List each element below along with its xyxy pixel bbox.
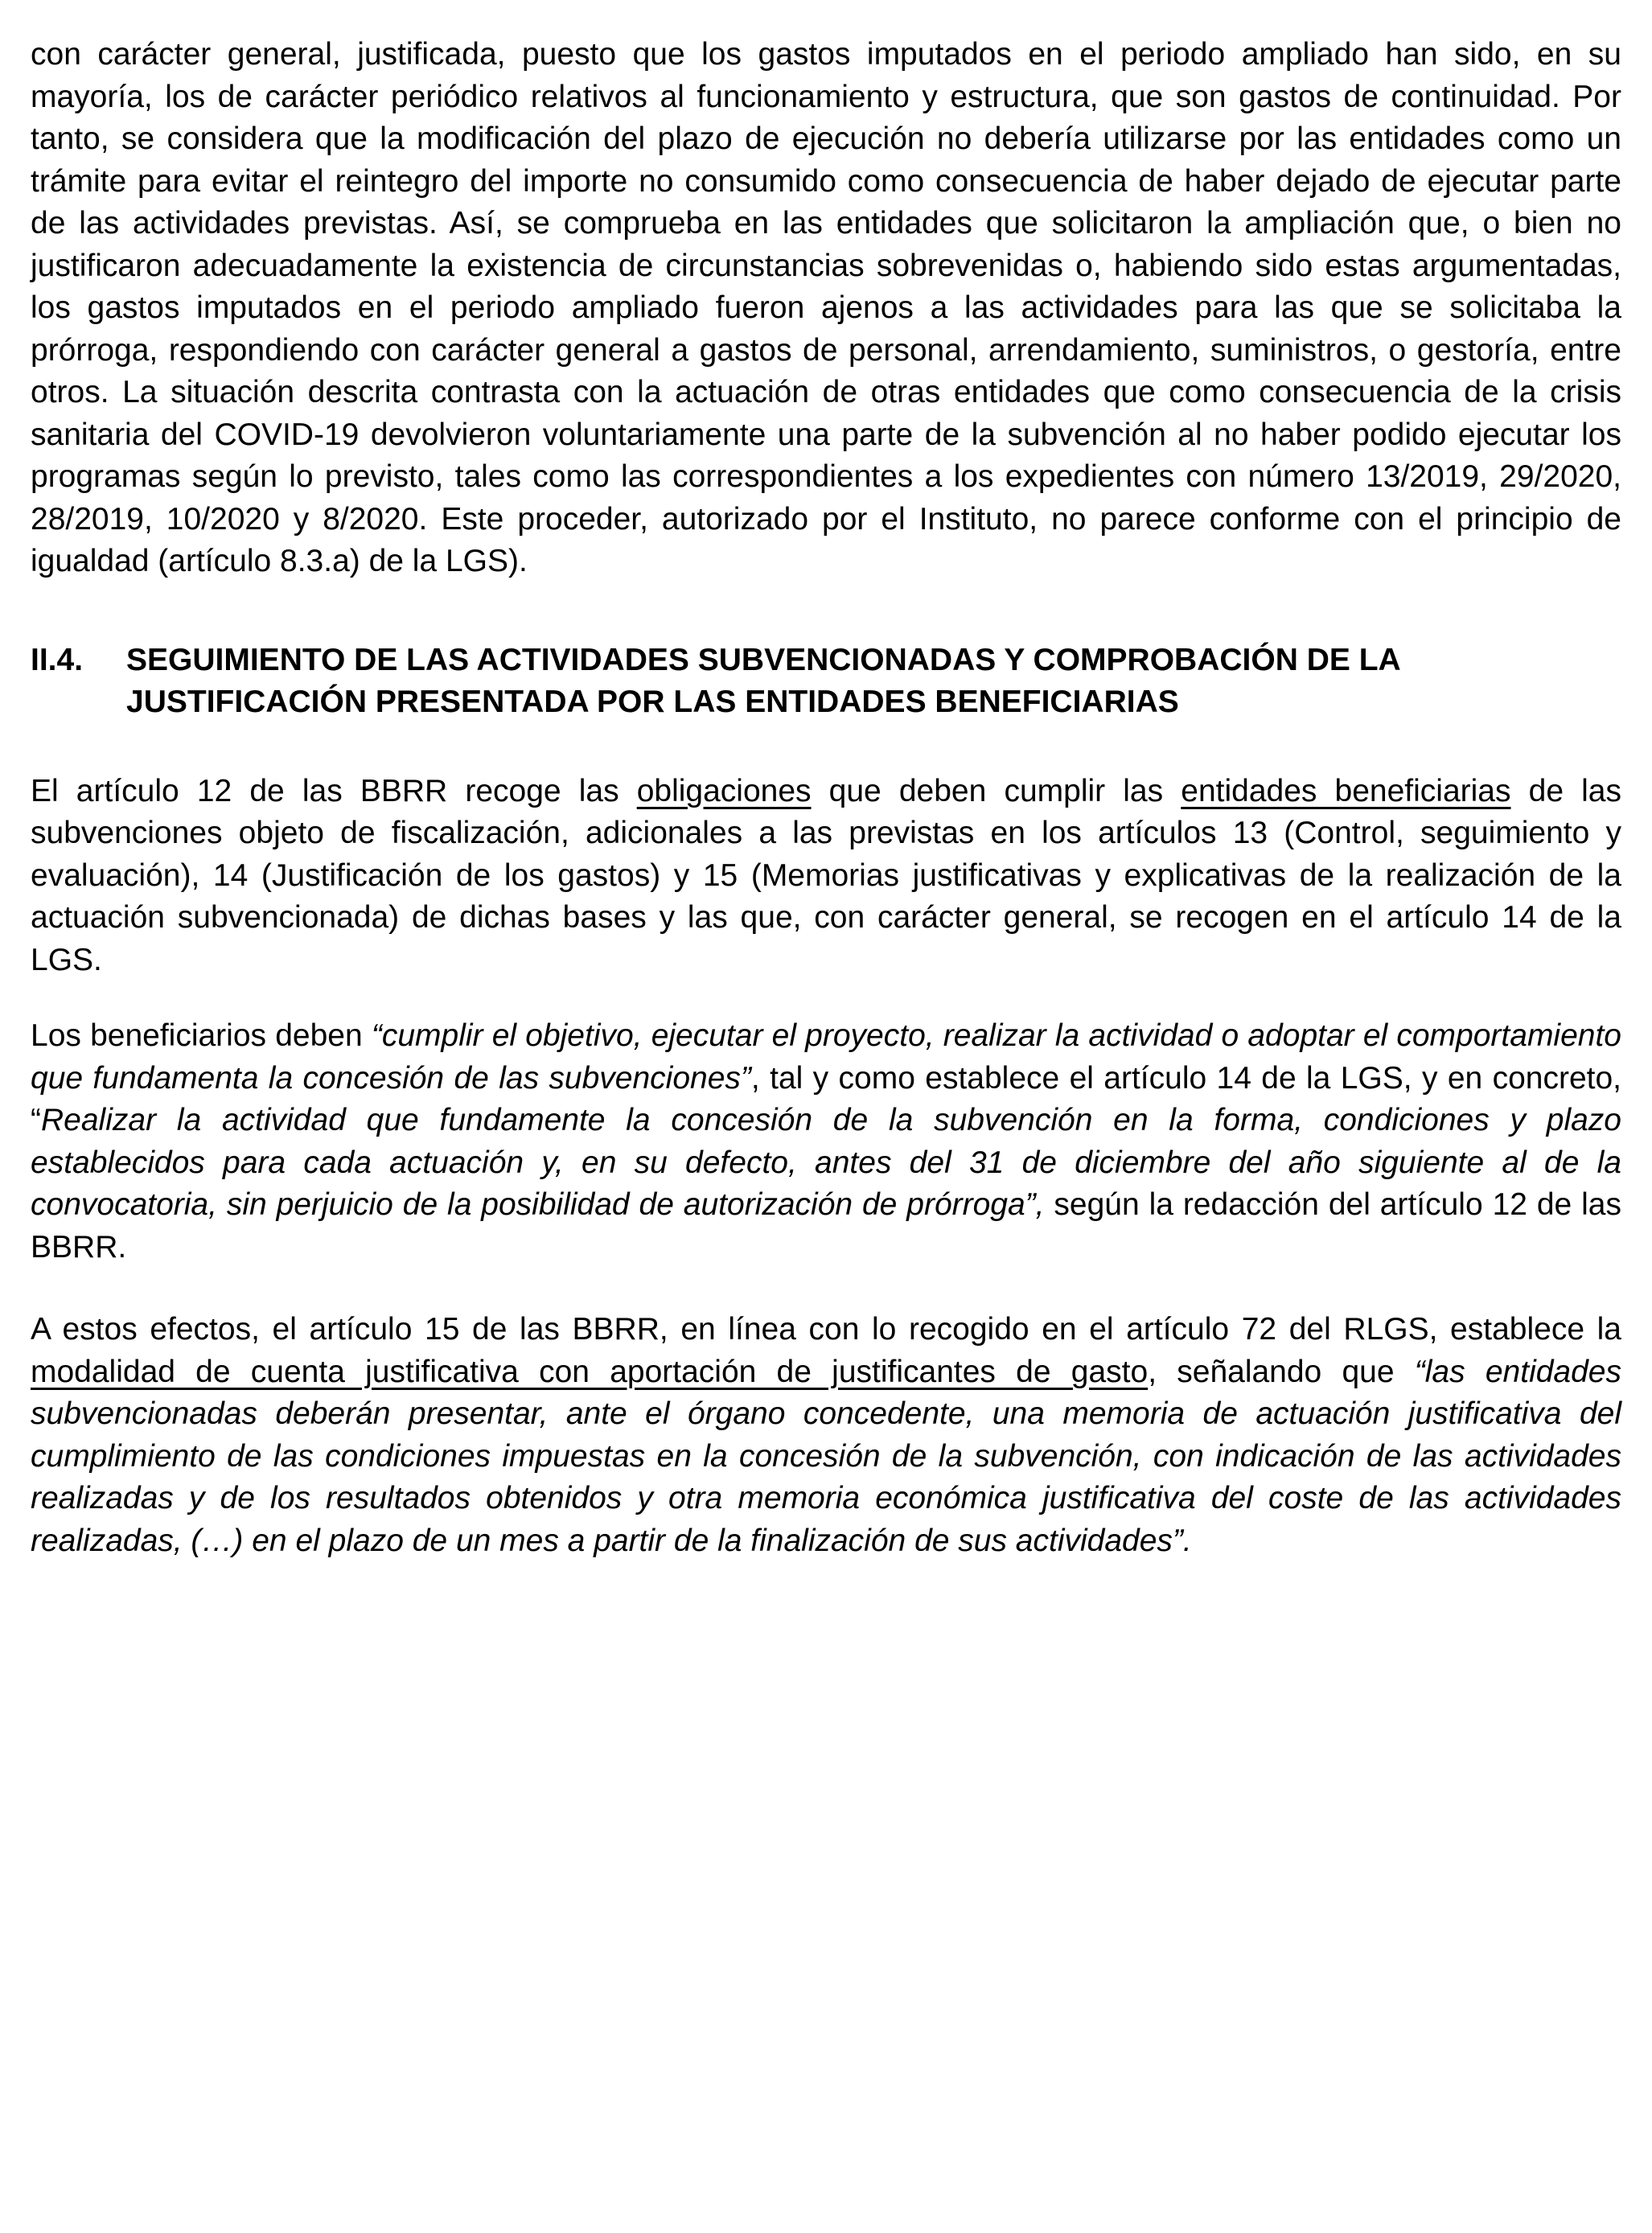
paragraph-continuation [31,34,1621,583]
section-heading [31,639,1621,724]
italic-quote-run: “cumplir el objetivo, ejecutar el proyecto, realizar la actividad o adoptar el comportamiento que fundamenta la concesión de las subvenciones” [31,1018,1621,1096]
text-run: , señalando que [1148,1354,1415,1389]
section-heading-title: SEGUIMIENTO DE LAS ACTIVIDADES SUBVENCIONADAS Y COMPROBACIÓN DE LA JUSTIFICACIÓN PRESENTADA POR LAS ENTIDADES BENEFICIARIAS [126,642,1400,719]
underlined-text-run: entidades beneficiarias [1181,773,1511,808]
text-run: según la redacción del artículo 12 de las BBRR. [31,1187,1621,1265]
text-run: que deben cumplir las [811,773,1181,808]
text-run: El artículo 12 de las BBRR recoge las [31,773,637,808]
underlined-text-run: obligaciones [636,773,812,808]
paragraph-justification-account [31,1309,1621,1562]
italic-quote-run: “las entidades subvencionadas deberán presentar, ante el órgano concedente, una memoria de actuación justificativa del cumplimiento de las condiciones impuestas en la concesión de la subvención, con indicación de las actividades realizadas y de los resultados obtenidos y otra memoria económica justificativa del coste de las actividades realizadas, (…) en el plazo de un mes a partir de la finalización de sus actividades”. [31,1354,1621,1558]
underlined-text-run: modalidad de cuenta justificativa con aportación de justificantes de gasto [31,1354,1149,1389]
section-heading-number: II.4. [31,642,84,677]
text-run: con carácter general, justificada, puesto que los gastos imputados en el periodo ampliado han sido, en su mayoría, los de carácter periódico relativos al funcionamiento y estructura, que son gastos de continuidad. Por tanto, se considera que la modificación del plazo de ejecución no debería utilizarse por las entidades como un trámite para evitar el reintegro del importe no consumido como consecuencia de haber dejado de ejecutar parte de las actividades previstas. Así, se comprueba en las entidades que solicitaron la ampliación que, o bien no justificaron adecuadamente la existencia de circunstancias sobrevenidas o, habiendo sido estas argumentadas, los gastos imputados en el periodo ampliado fueron ajenos a las actividades para las que se solicitaba la prórroga, respondiendo con carácter general a gastos de personal, arrendamiento, suministros, o gestoría, entre otros. La situación descrita contrasta con la actuación de otras entidades que como consecuencia de la crisis sanitaria del COVID-19 devolvieron voluntariamente una parte de la subvención al no haber podido ejecutar los programas según lo previsto, tales como las correspondientes a los expedientes con número 13/2019, 29/2020, 28/2019, 10/2020 y 8/2020. Este proceder, autorizado por el Instituto, no parece conforme con el principio de igualdad (artículo 8.3.a) de la LGS). [31,37,1621,578]
text-run: , tal y como establece el artículo 14 de la LGS, y en concreto, “ [31,1060,1621,1137]
text-run: Los beneficiarios deben [31,1018,372,1053]
italic-quote-run: Realizar la actividad que fundamente la concesión de la subvención en la forma, condiciones y plazo establecidos para cada actuación y, en su defecto, antes del 31 de diciembre del año siguiente al de la convocatoria, sin perjuicio de la posibilidad de autorización de prórroga”, [31,1103,1621,1222]
paragraph-beneficiaries [31,1015,1621,1269]
paragraph-obligations [31,771,1621,982]
text-run: de las subvenciones objeto de fiscalización, adicionales a las previstas en los artículos 13 (Control, seguimiento y evaluación), 14 (Justificación de los gastos) y 15 (Memorias justificativas y explicativas de la realización de la actuación subvencionada) de dichas bases y las que, con carácter general, se recogen en el artículo 14 de la LGS. [31,773,1621,977]
text-run: A estos efectos, el artículo 15 de las BBRR, en línea con lo recogido en el artículo 72 del RLGS, establece la [31,1312,1621,1347]
